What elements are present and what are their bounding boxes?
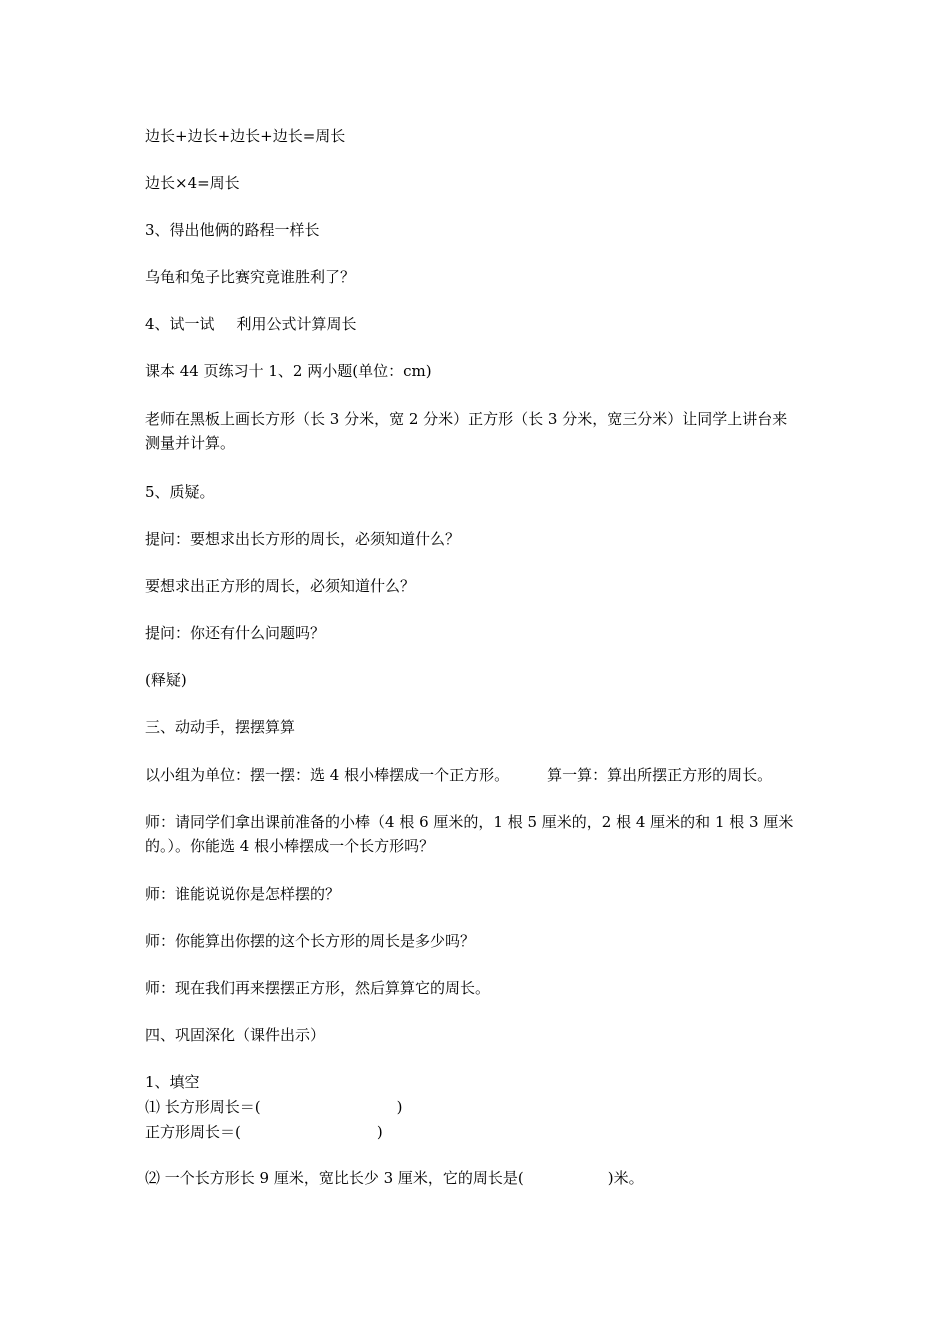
fill-blank-heading: 1、填空 (145, 1073, 200, 1091)
teacher-square-line: 师：现在我们再来摆摆正方形，然后算算它的周长。 (145, 979, 491, 997)
close-paren: ) (396, 1098, 403, 1116)
fill-blank-problem-2-text: ⑵ 一个长方形长 9 厘米，宽比长少 3 厘米，它的周长是( (145, 1169, 524, 1187)
unit-suffix: )米。 (607, 1169, 644, 1187)
formula-sum-line: 边长+边长+边长+边长=周长 (145, 127, 346, 145)
question-other-line: 提问：你还有什么问题吗？ (145, 624, 326, 642)
fill-blank-rectangle-label: ⑴ 长方形周长＝( (145, 1098, 261, 1116)
section-4-heading: 四、巩固深化（课件出示） (145, 1026, 326, 1044)
fill-blank-rectangle-line (145, 1096, 402, 1118)
formula-multiply-line: 边长×4=周长 (145, 174, 240, 192)
textbook-exercise-line: 课本 44 页练习十 1、2 两小题(单位：cm) (145, 362, 432, 380)
teacher-how-line: 师：谁能说说你是怎样摆的？ (145, 885, 341, 903)
question-rectangle-line: 提问：要想求出长方形的周长，必须知道什么？ (145, 530, 461, 548)
section-3-heading: 三、动动手，摆摆算算 (145, 718, 296, 736)
question-winner-line: 乌龟和兔子比赛究竟谁胜利了？ (145, 268, 356, 286)
step-5-line: 5、质疑。 (145, 483, 215, 501)
step-4-title: 4、试一试 (145, 315, 215, 333)
group-activity-calculate: 算一算：算出所摆正方形的周长。 (547, 766, 773, 784)
question-square-line: 要想求出正方形的周长，必须知道什么？ (145, 577, 416, 595)
teacher-blackboard-line-2: 测量并计算。 (145, 434, 236, 452)
clarify-line: (释疑) (145, 671, 187, 689)
close-paren: ) (376, 1123, 383, 1141)
teacher-blackboard-line-1: 老师在黑板上画长方形（长 3 分米，宽 2 分米）正方形（长 3 分米，宽三分米）让同学上讲台来 (145, 410, 788, 428)
step-4-line (145, 313, 357, 335)
teacher-perimeter-line: 师：你能算出你摆的这个长方形的周长是多少吗？ (145, 932, 476, 950)
teacher-sticks-line-2: 的。）。你能选 4 根小棒摆成一个长方形吗？ (145, 837, 435, 855)
teacher-sticks-line-1: 师：请同学们拿出课前准备的小棒（4 根 6 厘米的，1 根 5 厘米的，2 根 4 厘米的和 1 根 3 厘米 (145, 813, 794, 831)
group-activity-line (145, 764, 772, 786)
fill-blank-square-label: 正方形周长＝( (145, 1123, 241, 1141)
step-3-line: 3、得出他俩的路程一样长 (145, 221, 320, 239)
group-activity-arrange: 以小组为单位：摆一摆：选 4 根小棒摆成一个正方形。 (145, 766, 510, 784)
fill-blank-problem-2-line (145, 1167, 644, 1189)
fill-blank-square-line (145, 1121, 383, 1143)
step-4-subtitle: 利用公式计算周长 (236, 315, 357, 333)
